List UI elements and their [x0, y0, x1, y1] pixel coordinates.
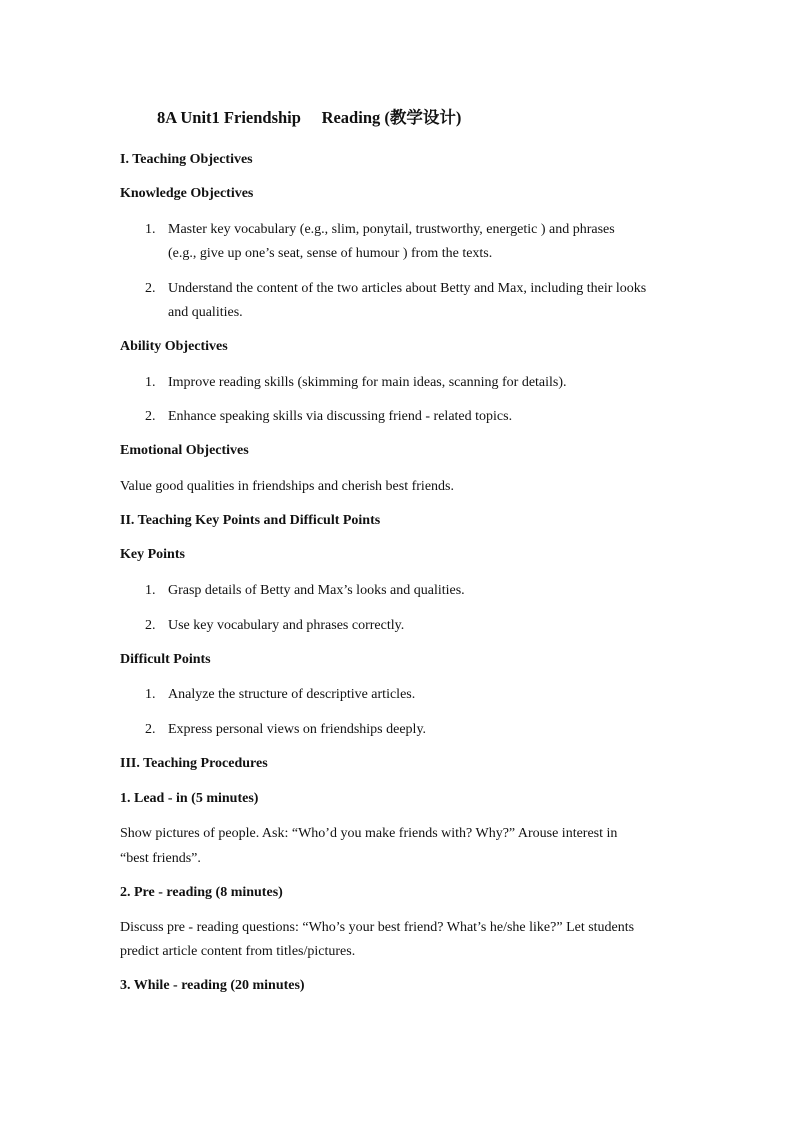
list-number: 1. — [145, 375, 156, 390]
document-title: 8A Unit1 Friendship Reading (教学设计) — [157, 108, 462, 127]
section-heading-procedures: III. Teaching Procedures — [120, 756, 268, 771]
step-text: Discuss pre - reading questions: “Who’s your best friend? What’s he/she like?” Let students — [120, 920, 635, 935]
list-number: 2. — [145, 281, 156, 296]
list-item-text: Express personal views on friendships deeply. — [168, 722, 427, 737]
step-heading: 1. Lead - in (5 minutes) — [120, 791, 259, 806]
list-number: 2. — [145, 722, 156, 737]
list-item-text-cont: and qualities. — [168, 305, 243, 320]
list-item-text: Analyze the structure of descriptive articles. — [168, 687, 416, 702]
subheading-difficult: Difficult Points — [120, 652, 211, 667]
list-number: 1. — [145, 583, 156, 598]
section-heading-objectives: I. Teaching Objectives — [120, 152, 253, 167]
step-text-cont: “best friends”. — [120, 851, 201, 866]
step-heading: 3. While - reading (20 minutes) — [120, 978, 305, 993]
list-item-text-cont: (e.g., give up one’s seat, sense of humour ) from the texts. — [168, 246, 493, 261]
step-text-cont: predict article content from titles/pictures. — [120, 944, 356, 959]
list-item-text: Enhance speaking skills via discussing friend - related topics. — [168, 409, 513, 424]
list-item-text: Use key vocabulary and phrases correctly. — [168, 618, 405, 633]
list-item-text: Improve reading skills (skimming for main ideas, scanning for details). — [168, 375, 567, 390]
list-item-text: Master key vocabulary (e.g., slim, ponytail, trustworthy, energetic ) and phrases — [168, 222, 615, 237]
list-number: 2. — [145, 409, 156, 424]
subheading-emotional: Emotional Objectives — [120, 443, 249, 458]
subheading-ability: Ability Objectives — [120, 339, 228, 354]
list-item-text: Understand the content of the two articles about Betty and Max, including their looks — [168, 281, 647, 296]
list-number: 2. — [145, 618, 156, 633]
section-heading-key-points: II. Teaching Key Points and Difficult Points — [120, 513, 381, 528]
step-text: Show pictures of people. Ask: “Who’d you make friends with? Why?” Arouse interest in — [120, 826, 618, 841]
list-number: 1. — [145, 222, 156, 237]
list-number: 1. — [145, 687, 156, 702]
step-heading: 2. Pre - reading (8 minutes) — [120, 885, 283, 900]
paragraph-emotional: Value good qualities in friendships and cherish best friends. — [120, 479, 454, 494]
subheading-knowledge: Knowledge Objectives — [120, 186, 254, 201]
list-item-text: Grasp details of Betty and Max’s looks and qualities. — [168, 583, 465, 598]
subheading-key: Key Points — [120, 547, 185, 562]
